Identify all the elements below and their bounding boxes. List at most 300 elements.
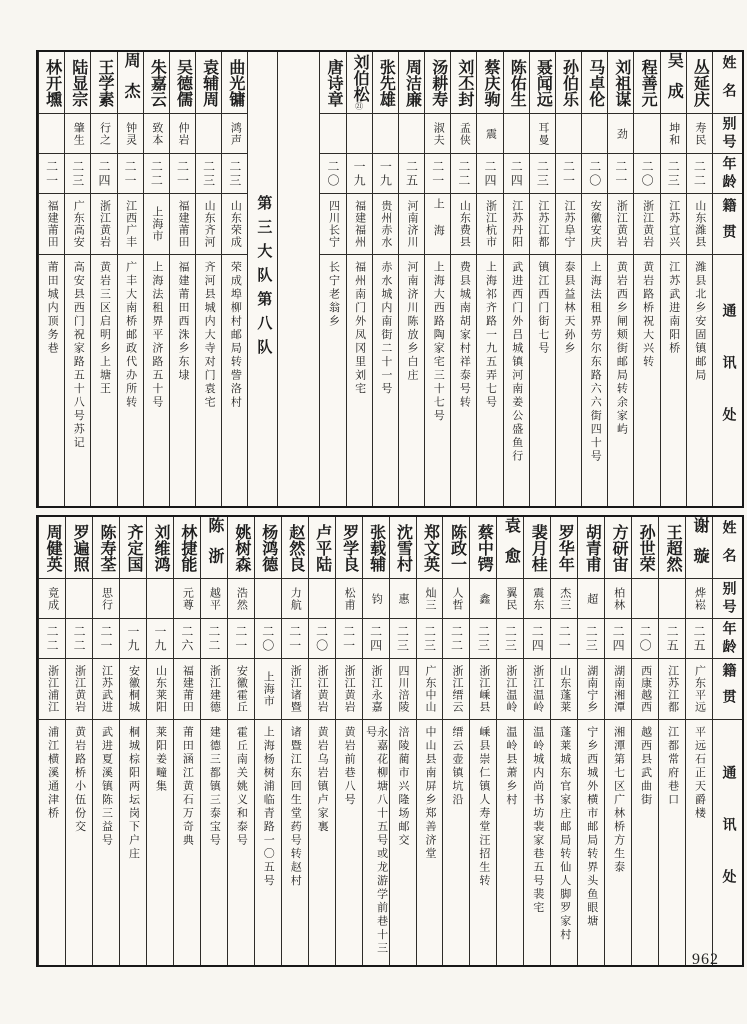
person-name: 程善元 xyxy=(639,58,657,107)
person-name-cell xyxy=(120,517,146,579)
age-value: 一九 xyxy=(378,159,393,188)
contact-address: 费县城南胡家村祥泰号转 xyxy=(458,261,471,410)
person-name: 丛延庆 xyxy=(691,58,709,107)
courtesy-name-cell xyxy=(425,114,450,154)
courtesy-name: 杰三 xyxy=(558,586,571,611)
person-name: 刘维鸿 xyxy=(151,523,169,572)
age-cell xyxy=(497,619,523,659)
person-column xyxy=(686,52,712,506)
person-name: 汤耕寿 xyxy=(429,58,447,107)
courtesy-name: 劲 xyxy=(615,127,628,140)
contact-address: 上海法租界平济路五十号 xyxy=(150,261,163,410)
native-place-cell xyxy=(451,194,476,255)
person-column xyxy=(450,52,476,506)
age-cell xyxy=(120,619,146,659)
courtesy-name: 坤和 xyxy=(667,121,680,146)
age-value: 二四 xyxy=(611,624,626,653)
age-value: 二三 xyxy=(666,159,681,188)
courtesy-name-cell xyxy=(336,579,362,619)
native-place-cell xyxy=(222,194,247,255)
person-name: 刘伯松 xyxy=(351,54,369,102)
native-place: 浙江温岭 xyxy=(531,665,544,713)
contact-address-cell xyxy=(417,720,443,965)
age-cell xyxy=(222,154,247,194)
person-column xyxy=(469,517,496,965)
age-cell xyxy=(608,154,633,194)
person-name: 陈寿荃 xyxy=(98,523,116,572)
age-cell xyxy=(634,154,659,194)
native-place: 江苏阜宁 xyxy=(563,200,576,248)
native-place: 广东平远 xyxy=(693,665,706,713)
person-name: 陆显宗 xyxy=(69,58,87,107)
age-value: 二三 xyxy=(227,159,242,188)
person-name-cell xyxy=(66,517,92,579)
person-column xyxy=(633,52,659,506)
age-value: 二一 xyxy=(99,624,114,653)
person-name-cell xyxy=(582,52,607,114)
person-name: 马卓伦 xyxy=(586,58,604,107)
contact-address: 黄岩路桥小伍份交 xyxy=(73,726,86,834)
header-label-alias: 别号 xyxy=(720,115,736,152)
person-name-cell xyxy=(632,517,658,579)
person-name-cell xyxy=(399,52,424,114)
courtesy-name-cell xyxy=(470,579,496,619)
age-cell xyxy=(39,619,65,659)
courtesy-name: 耳曼 xyxy=(536,121,549,146)
courtesy-name-cell xyxy=(120,579,146,619)
age-cell xyxy=(551,619,577,659)
person-column xyxy=(221,52,247,506)
person-name-cell xyxy=(93,517,119,579)
courtesy-name-cell xyxy=(39,579,65,619)
native-place-cell xyxy=(605,659,631,720)
native-place: 上海 xyxy=(432,197,445,251)
native-place: 山东潍县 xyxy=(693,200,706,248)
contact-address: 泰县益林天孙乡 xyxy=(563,261,576,356)
contact-address: 上海大西路陶家宅三十七号 xyxy=(432,261,445,423)
person-name-cell xyxy=(443,517,469,579)
age-value: 二五 xyxy=(692,624,707,653)
header-alias-cell xyxy=(713,579,742,619)
contact-address-cell xyxy=(118,255,143,506)
contact-address: 黄岩三区启明乡上塘王 xyxy=(98,261,111,396)
contact-address-cell xyxy=(336,720,362,965)
courtesy-name: 鸿声 xyxy=(229,121,242,146)
native-place-cell xyxy=(659,659,685,720)
contact-address: 霍丘南关姚义和泰号 xyxy=(235,726,248,848)
contact-address-cell xyxy=(399,255,424,506)
courtesy-name: 震东 xyxy=(531,586,544,611)
person-name: 吴成 xyxy=(665,52,683,113)
age-value: 一九 xyxy=(352,159,367,188)
courtesy-name-cell xyxy=(147,579,173,619)
person-column xyxy=(581,52,607,506)
age-cell xyxy=(425,154,450,194)
courtesy-name: 淑夫 xyxy=(432,121,445,146)
person-name: 蔡中锷 xyxy=(475,523,493,572)
courtesy-name: 钧 xyxy=(370,592,383,605)
contact-address: 中山县南屏乡郑善济堂 xyxy=(423,726,436,861)
courtesy-name: 人哲 xyxy=(450,586,463,611)
person-name: 罗学良 xyxy=(340,523,358,572)
contact-address-cell xyxy=(530,255,555,506)
contact-address-cell xyxy=(309,720,335,965)
courtesy-name: 浩然 xyxy=(235,586,248,611)
person-name: 罗遍照 xyxy=(71,523,89,572)
courtesy-name: 鑫 xyxy=(477,592,490,605)
age-value: 二二 xyxy=(449,624,464,653)
courtesy-name-cell xyxy=(144,114,169,154)
contact-address: 蓬莱城东官家庄邮局转仙人脚罗家村 xyxy=(558,726,571,942)
person-name: 刘丕封 xyxy=(455,58,473,107)
person-column xyxy=(65,517,92,965)
native-place: 浙江黄岩 xyxy=(98,200,111,248)
person-name: 王超然 xyxy=(664,523,682,572)
native-place: 安徽霍丘 xyxy=(235,665,248,713)
age-value: 二三 xyxy=(535,159,550,188)
courtesy-name-cell xyxy=(196,114,221,154)
courtesy-name-cell xyxy=(118,114,143,154)
native-place-cell xyxy=(320,194,345,255)
courtesy-name-cell xyxy=(605,579,631,619)
native-place: 浙江杭市 xyxy=(484,200,497,248)
age-value: 二〇 xyxy=(314,624,329,653)
courtesy-name: 致本 xyxy=(150,121,163,146)
contact-address: 福建莆田西洙乡东埭 xyxy=(176,261,189,383)
courtesy-name-cell xyxy=(320,114,345,154)
native-place-cell xyxy=(582,194,607,255)
contact-address: 涪陵蔺市兴隆场邮交 xyxy=(397,726,410,848)
native-place-cell xyxy=(443,659,469,720)
column-header-column xyxy=(712,52,742,506)
header-label-age: 年龄 xyxy=(720,620,736,657)
age-cell xyxy=(320,154,345,194)
age-cell xyxy=(524,619,550,659)
courtesy-name-cell xyxy=(373,114,398,154)
native-place-cell xyxy=(144,194,169,255)
contact-address-cell xyxy=(174,720,200,965)
courtesy-name-cell xyxy=(524,579,550,619)
header-label-native: 籍贯 xyxy=(720,663,736,715)
native-place-cell xyxy=(373,194,398,255)
native-place: 四川涪陵 xyxy=(397,665,410,713)
native-place: 江苏丹阳 xyxy=(510,200,523,248)
person-name: 林捷能 xyxy=(178,523,196,572)
contact-address-cell xyxy=(451,255,476,506)
header-label-name: 姓名 xyxy=(720,519,736,576)
age-value: 二六 xyxy=(179,624,194,653)
native-place-cell xyxy=(556,194,581,255)
native-place: 浙江黄岩 xyxy=(641,200,654,248)
contact-address: 黄岩前巷八号 xyxy=(343,726,356,807)
contact-address-cell xyxy=(556,255,581,506)
contact-address: 缙云壶镇坑沿 xyxy=(450,726,463,807)
courtesy-name-cell xyxy=(497,579,523,619)
contact-address: 温岭县萧乡村 xyxy=(504,726,517,807)
courtesy-name-cell xyxy=(228,579,254,619)
courtesy-name-cell xyxy=(309,579,335,619)
age-cell xyxy=(65,154,90,194)
age-cell xyxy=(632,619,658,659)
header-label-contact: 通讯处 xyxy=(720,764,736,921)
contact-address-cell xyxy=(147,720,173,965)
native-place-cell xyxy=(687,194,712,255)
native-place: 西康越西 xyxy=(639,665,652,713)
contact-address-cell xyxy=(634,255,659,506)
native-place-cell xyxy=(170,194,195,255)
native-place: 福建莆田 xyxy=(181,665,194,713)
person-column xyxy=(200,517,227,965)
native-place-cell xyxy=(196,194,221,255)
header-name-cell xyxy=(713,517,742,579)
person-column xyxy=(398,52,424,506)
native-place: 浙江黄岩 xyxy=(316,665,329,713)
person-column xyxy=(64,52,90,506)
contact-address-cell xyxy=(687,255,712,506)
native-place-cell xyxy=(174,659,200,720)
contact-address-cell xyxy=(608,255,633,506)
age-value: 二五 xyxy=(404,159,419,188)
age-value: 二〇 xyxy=(326,159,340,188)
courtesy-name: 越平 xyxy=(208,586,221,611)
native-place-cell xyxy=(634,194,659,255)
header-label-alias: 别号 xyxy=(720,580,736,617)
courtesy-name: 松甫 xyxy=(343,586,356,611)
age-value: 二三 xyxy=(584,624,599,653)
person-name: 陈政一 xyxy=(448,523,466,572)
courtesy-name-cell xyxy=(174,579,200,619)
person-name-cell xyxy=(578,517,604,579)
person-name: 谢璇 xyxy=(691,517,709,578)
native-place: 江苏江都 xyxy=(666,665,679,713)
contact-address-cell xyxy=(222,255,247,506)
person-name-cell xyxy=(282,517,308,579)
contact-address-cell xyxy=(551,720,577,965)
contact-address: 武进夏溪镇陈三益号 xyxy=(100,726,113,848)
native-place: 福建莆田 xyxy=(176,200,189,248)
age-value: 二一 xyxy=(613,159,628,188)
contact-address: 黄岩西乡闸颊街邮局转余家屿 xyxy=(615,261,628,437)
contact-address: 莆田城内顶务巷 xyxy=(46,261,59,356)
native-place: 江西广丰 xyxy=(124,200,137,248)
courtesy-name-cell xyxy=(578,579,604,619)
person-name: 刘祖谋 xyxy=(612,58,630,107)
person-column xyxy=(523,517,550,965)
age-value: 二〇 xyxy=(638,624,653,653)
person-name-cell xyxy=(605,517,631,579)
person-name: 齐定国 xyxy=(125,523,142,572)
native-place: 广东中山 xyxy=(423,665,436,713)
person-column xyxy=(281,517,308,965)
person-column xyxy=(660,52,686,506)
age-cell xyxy=(336,619,362,659)
courtesy-name: 震 xyxy=(484,127,497,140)
person-name-cell xyxy=(608,52,633,114)
courtesy-name: 烨崧 xyxy=(693,586,706,611)
age-cell xyxy=(477,154,502,194)
age-cell xyxy=(39,154,64,194)
age-cell xyxy=(196,154,221,194)
contact-address: 镇江西门街七号 xyxy=(536,261,549,356)
person-name-cell xyxy=(524,517,550,579)
native-place-cell xyxy=(524,659,550,720)
age-value: 二一 xyxy=(123,159,138,188)
age-cell xyxy=(582,154,607,194)
native-place: 湖南宁乡 xyxy=(585,665,598,713)
contact-address-cell xyxy=(39,255,64,506)
person-name-cell xyxy=(687,52,712,114)
courtesy-name-cell xyxy=(632,579,658,619)
contact-address-cell xyxy=(120,720,146,965)
native-place: 安徽桐城 xyxy=(127,665,140,713)
native-place: 贵州赤水 xyxy=(379,200,392,248)
age-cell xyxy=(659,619,685,659)
person-name-cell xyxy=(201,517,227,579)
courtesy-name-cell xyxy=(608,114,633,154)
person-column xyxy=(577,517,604,965)
contact-address-cell xyxy=(661,255,686,506)
person-name: 郑文英 xyxy=(421,523,439,572)
courtesy-name-cell xyxy=(170,114,195,154)
person-column xyxy=(308,517,335,965)
person-column xyxy=(143,52,169,506)
courtesy-name-cell xyxy=(255,579,281,619)
contact-address-cell xyxy=(686,720,712,965)
native-place-cell xyxy=(686,659,712,720)
age-value: 二三 xyxy=(70,159,85,188)
age-cell xyxy=(347,154,372,194)
person-name-cell xyxy=(659,517,685,579)
age-cell xyxy=(170,154,195,194)
person-name: 罗华年 xyxy=(556,523,574,572)
person-column xyxy=(90,52,116,506)
person-name-cell xyxy=(425,52,450,114)
header-name-cell xyxy=(713,52,742,114)
person-name-cell xyxy=(222,52,247,114)
native-place: 江苏武进 xyxy=(100,665,113,713)
person-name: 陈佑生 xyxy=(508,58,526,107)
native-place: 浙江缙云 xyxy=(450,665,463,713)
courtesy-name-cell xyxy=(363,579,389,619)
native-place: 江苏江都 xyxy=(536,200,549,248)
age-value: 二三 xyxy=(476,624,491,653)
name-annotation-mark: ㉑ xyxy=(355,102,364,111)
age-value: 二二 xyxy=(72,624,87,653)
age-value: 二一 xyxy=(175,159,190,188)
native-place-cell xyxy=(425,194,450,255)
person-name-cell xyxy=(686,517,712,579)
person-column xyxy=(555,52,581,506)
age-cell xyxy=(93,619,119,659)
age-cell xyxy=(390,619,416,659)
header-label-name: 姓名 xyxy=(720,54,736,111)
native-place-cell xyxy=(477,194,502,255)
contact-address-cell xyxy=(504,255,529,506)
courtesy-name-cell xyxy=(659,579,685,619)
person-column xyxy=(529,52,555,506)
contact-address-cell xyxy=(390,720,416,965)
header-label-contact: 通讯处 xyxy=(720,302,736,459)
person-column xyxy=(119,517,146,965)
person-name-cell xyxy=(497,517,523,579)
courtesy-name: 超 xyxy=(585,592,598,605)
courtesy-name-cell xyxy=(65,114,90,154)
age-cell xyxy=(309,619,335,659)
person-column xyxy=(346,52,372,506)
courtesy-name-cell xyxy=(282,579,308,619)
courtesy-name-cell xyxy=(530,114,555,154)
contact-address: 长宁老翁乡 xyxy=(327,261,340,329)
native-place: 浙江嵊县 xyxy=(477,665,490,713)
contact-address-cell xyxy=(228,720,254,965)
contact-address: 上海杨树浦临青路一〇五号 xyxy=(262,726,275,888)
courtesy-name-cell xyxy=(687,114,712,154)
person-name-cell xyxy=(530,52,555,114)
person-column xyxy=(169,52,195,506)
courtesy-name: 惠 xyxy=(397,592,410,605)
contact-address: 上海法租界劳尔东路六六街四十号 xyxy=(589,261,602,464)
person-name-cell xyxy=(147,517,173,579)
contact-address: 广丰大南桥邮政代办所转 xyxy=(124,261,137,410)
native-place: 浙江温岭 xyxy=(504,665,517,713)
contact-address-cell xyxy=(582,255,607,506)
person-name-cell xyxy=(118,52,143,114)
age-value: 一九 xyxy=(152,624,167,653)
native-place-cell xyxy=(309,659,335,720)
person-name-cell xyxy=(309,517,335,579)
contact-address-cell xyxy=(170,255,195,506)
person-column xyxy=(38,517,65,965)
age-cell xyxy=(373,154,398,194)
contact-address: 赤水城内南街二十一号 xyxy=(379,261,392,396)
person-name: 陈浙 xyxy=(205,517,223,578)
native-place: 山东蓬莱 xyxy=(558,665,571,713)
person-name-cell xyxy=(347,52,372,114)
contact-address: 高安县西门祝家路五十八号苏记 xyxy=(72,261,85,450)
contact-address-cell xyxy=(144,255,169,506)
contact-address: 嵊县崇仁镇人寿堂汪招生转 xyxy=(477,726,490,888)
age-value: 二一 xyxy=(233,624,248,653)
age-cell xyxy=(605,619,631,659)
person-name: 卢平陆 xyxy=(313,523,331,572)
person-column xyxy=(550,517,577,965)
age-cell xyxy=(451,154,476,194)
contact-address: 上海祁齐路一九五弄七号 xyxy=(484,261,497,410)
courtesy-name: 柏林 xyxy=(612,586,625,611)
age-cell xyxy=(118,154,143,194)
courtesy-name-cell xyxy=(661,114,686,154)
contact-address: 江都常府巷口 xyxy=(666,726,679,807)
age-cell xyxy=(399,154,424,194)
native-place: 安徽安庆 xyxy=(589,200,602,248)
contact-address: 江苏武进南阳桥 xyxy=(667,261,680,356)
person-column xyxy=(254,517,281,965)
person-name-cell xyxy=(363,517,389,579)
age-value: 二四 xyxy=(368,624,383,653)
native-place-cell xyxy=(147,659,173,720)
page-number: 962 xyxy=(692,951,719,968)
native-place-cell xyxy=(282,659,308,720)
age-value: 二二 xyxy=(45,624,60,653)
roster-table-lower xyxy=(36,515,744,967)
courtesy-name: 肇生 xyxy=(72,121,85,146)
person-name-cell xyxy=(174,517,200,579)
courtesy-name: 翼民 xyxy=(504,586,517,611)
person-name: 周健英 xyxy=(44,523,62,572)
courtesy-name-cell xyxy=(66,579,92,619)
person-column xyxy=(319,52,345,506)
contact-address-cell xyxy=(477,255,502,506)
